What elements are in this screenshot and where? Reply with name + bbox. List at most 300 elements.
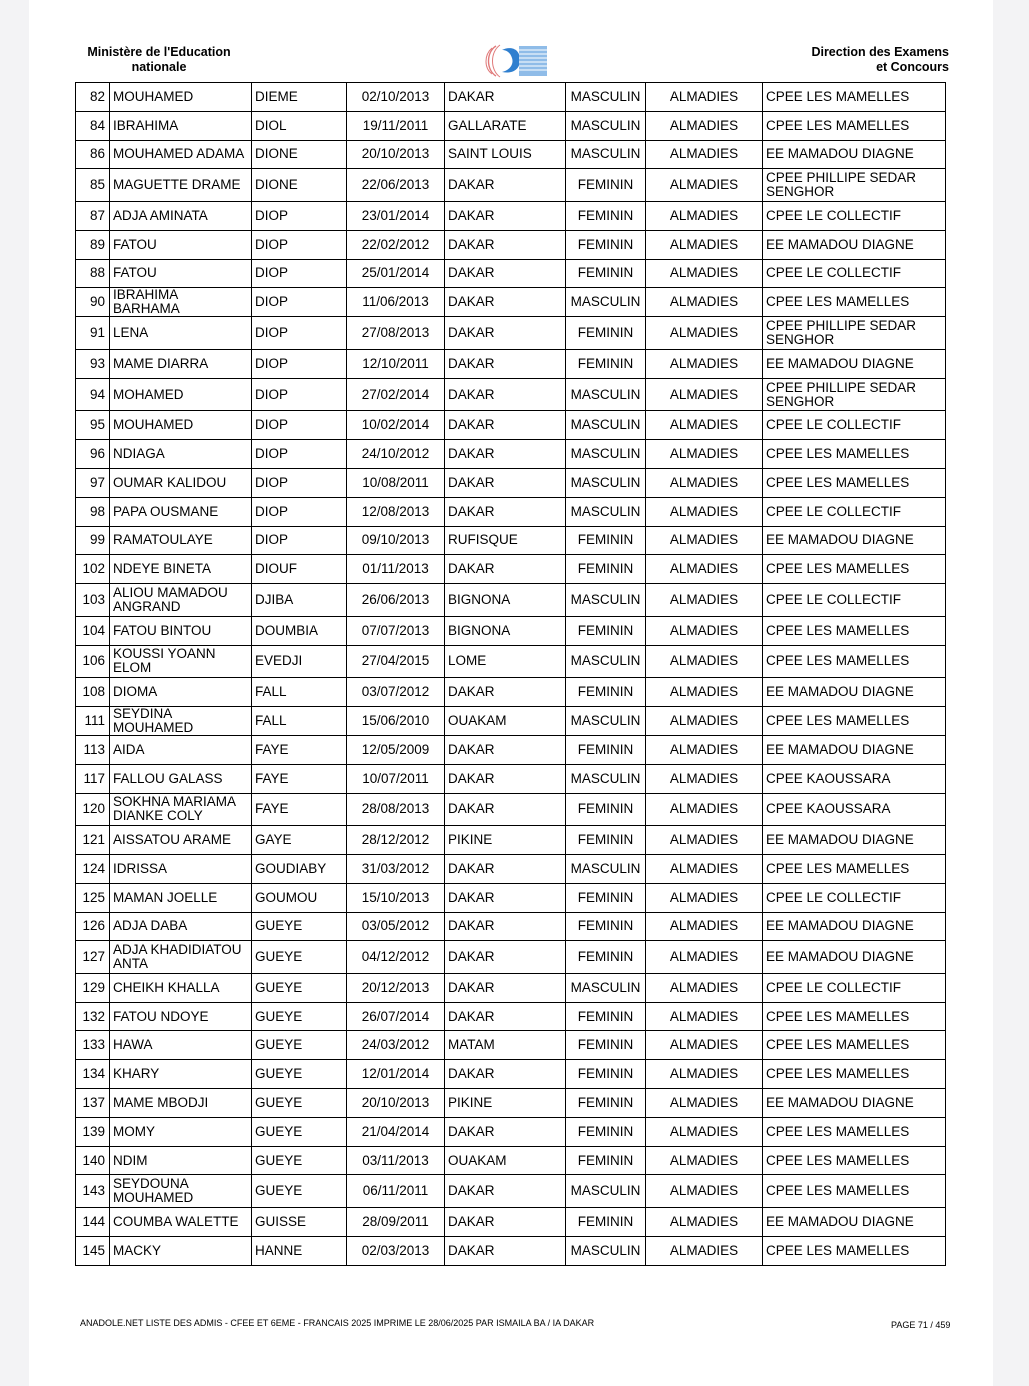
cell-birth-place: DAKAR bbox=[445, 440, 566, 469]
cell-school: EE MAMADOU DIAGNE bbox=[763, 735, 946, 764]
cell-gender: FEMININ bbox=[566, 735, 646, 764]
cell-row-number: 125 bbox=[76, 883, 110, 912]
cell-school: CPEE LES MAMELLES bbox=[763, 1146, 946, 1175]
cell-gender: MASCULIN bbox=[566, 411, 646, 440]
cell-last-name: DIOP bbox=[252, 230, 347, 259]
table-row bbox=[76, 526, 946, 555]
cell-last-name: FALL bbox=[252, 706, 347, 735]
cell-birth-place: SAINT LOUIS bbox=[445, 140, 566, 169]
cell-birth-place: DAKAR bbox=[445, 468, 566, 497]
cell-school: CPEE LES MAMELLES bbox=[763, 1175, 946, 1208]
cell-zone: ALMADIES bbox=[646, 259, 763, 288]
cell-school: EE MAMADOU DIAGNE bbox=[763, 678, 946, 707]
cell-row-number: 144 bbox=[76, 1208, 110, 1237]
cell-last-name: EVEDJI bbox=[252, 645, 347, 678]
cell-school: EE MAMADOU DIAGNE bbox=[763, 230, 946, 259]
cell-row-number: 97 bbox=[76, 468, 110, 497]
cell-school: CPEE LES MAMELLES bbox=[763, 1117, 946, 1146]
cell-birth-date: 09/10/2013 bbox=[347, 526, 445, 555]
cell-zone: ALMADIES bbox=[646, 793, 763, 826]
cell-row-number: 120 bbox=[76, 793, 110, 826]
cell-birth-date: 24/10/2012 bbox=[347, 440, 445, 469]
cell-gender: FEMININ bbox=[566, 349, 646, 378]
table-row bbox=[76, 645, 946, 678]
table-row bbox=[76, 1208, 946, 1237]
cell-row-number: 134 bbox=[76, 1060, 110, 1089]
cell-row-number: 121 bbox=[76, 826, 110, 855]
cell-school: CPEE LES MAMELLES bbox=[763, 616, 946, 645]
cell-gender: MASCULIN bbox=[566, 1175, 646, 1208]
cell-first-name: MOUHAMED ADAMA bbox=[110, 140, 252, 169]
cell-last-name: DIOP bbox=[252, 317, 347, 350]
cell-gender: FEMININ bbox=[566, 1146, 646, 1175]
cell-gender: FEMININ bbox=[566, 1208, 646, 1237]
cell-last-name: FAYE bbox=[252, 764, 347, 793]
cell-last-name: GUEYE bbox=[252, 1117, 347, 1146]
cell-first-name: FATOU bbox=[110, 230, 252, 259]
cell-row-number: 86 bbox=[76, 140, 110, 169]
cell-last-name: FAYE bbox=[252, 735, 347, 764]
cell-birth-date: 28/09/2011 bbox=[347, 1208, 445, 1237]
cell-birth-place: MATAM bbox=[445, 1031, 566, 1060]
cell-row-number: 88 bbox=[76, 259, 110, 288]
cell-zone: ALMADIES bbox=[646, 854, 763, 883]
cell-school: EE MAMADOU DIAGNE bbox=[763, 1089, 946, 1118]
cell-birth-place: DAKAR bbox=[445, 912, 566, 941]
cell-birth-date: 02/03/2013 bbox=[347, 1236, 445, 1265]
cell-first-name: SEYDINA MOUHAMED bbox=[110, 706, 252, 735]
cell-first-name: KOUSSI YOANN ELOM bbox=[110, 645, 252, 678]
cell-zone: ALMADIES bbox=[646, 111, 763, 140]
cell-last-name: GUEYE bbox=[252, 1089, 347, 1118]
cell-row-number: 104 bbox=[76, 616, 110, 645]
cell-birth-place: LOME bbox=[445, 645, 566, 678]
table-row bbox=[76, 1236, 946, 1265]
cell-school: CPEE LE COLLECTIF bbox=[763, 973, 946, 1002]
cell-last-name: DIOP bbox=[252, 440, 347, 469]
cell-row-number: 98 bbox=[76, 497, 110, 526]
cell-first-name: MOMY bbox=[110, 1117, 252, 1146]
cell-last-name: DIOP bbox=[252, 411, 347, 440]
cell-school: CPEE LES MAMELLES bbox=[763, 706, 946, 735]
cell-zone: ALMADIES bbox=[646, 941, 763, 974]
cell-birth-date: 11/06/2013 bbox=[347, 288, 445, 317]
cell-first-name: ALIOU MAMADOU ANGRAND bbox=[110, 584, 252, 617]
cell-gender: MASCULIN bbox=[566, 288, 646, 317]
cell-gender: FEMININ bbox=[566, 526, 646, 555]
cell-last-name: FAYE bbox=[252, 793, 347, 826]
cell-first-name: IBRAHIMA BARHAMA bbox=[110, 288, 252, 317]
cell-zone: ALMADIES bbox=[646, 497, 763, 526]
cell-zone: ALMADIES bbox=[646, 83, 763, 112]
cell-gender: FEMININ bbox=[566, 555, 646, 584]
cell-birth-place: PIKINE bbox=[445, 1089, 566, 1118]
cell-last-name: DIOP bbox=[252, 468, 347, 497]
cell-school: CPEE LES MAMELLES bbox=[763, 468, 946, 497]
cell-birth-place: DAKAR bbox=[445, 411, 566, 440]
cell-last-name: GUEYE bbox=[252, 1031, 347, 1060]
cell-birth-place: OUAKAM bbox=[445, 1146, 566, 1175]
cell-gender: FEMININ bbox=[566, 793, 646, 826]
cell-gender: MASCULIN bbox=[566, 764, 646, 793]
cell-gender: FEMININ bbox=[566, 826, 646, 855]
cell-first-name: LENA bbox=[110, 317, 252, 350]
cell-zone: ALMADIES bbox=[646, 1002, 763, 1031]
cell-row-number: 93 bbox=[76, 349, 110, 378]
cell-first-name: MAME DIARRA bbox=[110, 349, 252, 378]
cell-first-name: AISSATOU ARAME bbox=[110, 826, 252, 855]
cell-birth-date: 03/07/2012 bbox=[347, 678, 445, 707]
cell-last-name: GUEYE bbox=[252, 1146, 347, 1175]
cell-first-name: NDIM bbox=[110, 1146, 252, 1175]
cell-last-name: GUEYE bbox=[252, 1175, 347, 1208]
table-row bbox=[76, 706, 946, 735]
cell-birth-place: DAKAR bbox=[445, 83, 566, 112]
table-row bbox=[76, 616, 946, 645]
cell-zone: ALMADIES bbox=[646, 349, 763, 378]
direction-line-2: et Concours bbox=[876, 60, 949, 74]
cell-first-name: AIDA bbox=[110, 735, 252, 764]
cell-birth-date: 31/03/2012 bbox=[347, 854, 445, 883]
cell-birth-date: 21/04/2014 bbox=[347, 1117, 445, 1146]
cell-birth-date: 24/03/2012 bbox=[347, 1031, 445, 1060]
cell-birth-date: 10/07/2011 bbox=[347, 764, 445, 793]
cell-last-name: DIOP bbox=[252, 288, 347, 317]
cell-birth-date: 01/11/2013 bbox=[347, 555, 445, 584]
table-row bbox=[76, 140, 946, 169]
cell-zone: ALMADIES bbox=[646, 140, 763, 169]
table-row bbox=[76, 349, 946, 378]
cell-zone: ALMADIES bbox=[646, 645, 763, 678]
cell-gender: MASCULIN bbox=[566, 83, 646, 112]
cell-gender: MASCULIN bbox=[566, 973, 646, 1002]
cell-gender: FEMININ bbox=[566, 941, 646, 974]
cell-zone: ALMADIES bbox=[646, 735, 763, 764]
cell-gender: FEMININ bbox=[566, 230, 646, 259]
cell-birth-place: DAKAR bbox=[445, 1236, 566, 1265]
cell-zone: ALMADIES bbox=[646, 1089, 763, 1118]
cell-row-number: 145 bbox=[76, 1236, 110, 1265]
cell-gender: FEMININ bbox=[566, 317, 646, 350]
cell-gender: FEMININ bbox=[566, 1117, 646, 1146]
table-row bbox=[76, 1175, 946, 1208]
cell-last-name: FALL bbox=[252, 678, 347, 707]
cell-first-name: MACKY bbox=[110, 1236, 252, 1265]
table-row bbox=[76, 169, 946, 202]
cell-school: CPEE LES MAMELLES bbox=[763, 555, 946, 584]
cell-birth-date: 12/10/2011 bbox=[347, 349, 445, 378]
cell-birth-place: DAKAR bbox=[445, 793, 566, 826]
cell-row-number: 94 bbox=[76, 378, 110, 411]
table-row bbox=[76, 973, 946, 1002]
cell-first-name: MOHAMED bbox=[110, 378, 252, 411]
cell-zone: ALMADIES bbox=[646, 912, 763, 941]
cell-zone: ALMADIES bbox=[646, 1031, 763, 1060]
cell-gender: MASCULIN bbox=[566, 584, 646, 617]
direction-header bbox=[769, 45, 949, 75]
cell-zone: ALMADIES bbox=[646, 1060, 763, 1089]
cell-birth-date: 19/11/2011 bbox=[347, 111, 445, 140]
cell-row-number: 137 bbox=[76, 1089, 110, 1118]
cell-last-name: DIOUF bbox=[252, 555, 347, 584]
cell-school: CPEE LES MAMELLES bbox=[763, 854, 946, 883]
cell-gender: MASCULIN bbox=[566, 468, 646, 497]
cell-birth-place: DAKAR bbox=[445, 169, 566, 202]
cell-birth-place: DAKAR bbox=[445, 497, 566, 526]
table-row bbox=[76, 1031, 946, 1060]
cell-school: CPEE LE COLLECTIF bbox=[763, 883, 946, 912]
cell-first-name: COUMBA WALETTE bbox=[110, 1208, 252, 1237]
cell-first-name: SEYDOUNA MOUHAMED bbox=[110, 1175, 252, 1208]
cell-birth-place: RUFISQUE bbox=[445, 526, 566, 555]
cell-first-name: NDEYE BINETA bbox=[110, 555, 252, 584]
cell-first-name: FATOU BINTOU bbox=[110, 616, 252, 645]
cell-birth-date: 12/08/2013 bbox=[347, 497, 445, 526]
cell-birth-place: DAKAR bbox=[445, 1060, 566, 1089]
cell-birth-date: 22/02/2012 bbox=[347, 230, 445, 259]
cell-row-number: 106 bbox=[76, 645, 110, 678]
cell-last-name: GUISSE bbox=[252, 1208, 347, 1237]
cell-birth-date: 10/02/2014 bbox=[347, 411, 445, 440]
cell-zone: ALMADIES bbox=[646, 883, 763, 912]
cell-last-name: DIOP bbox=[252, 497, 347, 526]
cell-birth-place: DAKAR bbox=[445, 378, 566, 411]
cell-first-name: IDRISSA bbox=[110, 854, 252, 883]
cell-first-name: CHEIKH KHALLA bbox=[110, 973, 252, 1002]
cell-first-name: RAMATOULAYE bbox=[110, 526, 252, 555]
cell-gender: MASCULIN bbox=[566, 1236, 646, 1265]
cell-row-number: 127 bbox=[76, 941, 110, 974]
cell-birth-place: DAKAR bbox=[445, 973, 566, 1002]
cell-birth-date: 27/08/2013 bbox=[347, 317, 445, 350]
cell-zone: ALMADIES bbox=[646, 411, 763, 440]
cell-last-name: GUEYE bbox=[252, 941, 347, 974]
cell-birth-place: DAKAR bbox=[445, 941, 566, 974]
cell-birth-date: 26/06/2013 bbox=[347, 584, 445, 617]
cell-zone: ALMADIES bbox=[646, 584, 763, 617]
cell-last-name: DIOP bbox=[252, 378, 347, 411]
cell-last-name: DIOP bbox=[252, 201, 347, 230]
cell-first-name: ADJA DABA bbox=[110, 912, 252, 941]
table-row bbox=[76, 1146, 946, 1175]
cell-birth-date: 23/01/2014 bbox=[347, 201, 445, 230]
cell-birth-place: DAKAR bbox=[445, 230, 566, 259]
cell-birth-date: 12/01/2014 bbox=[347, 1060, 445, 1089]
cell-row-number: 132 bbox=[76, 1002, 110, 1031]
cell-row-number: 143 bbox=[76, 1175, 110, 1208]
cell-zone: ALMADIES bbox=[646, 288, 763, 317]
cell-gender: MASCULIN bbox=[566, 378, 646, 411]
cell-birth-place: PIKINE bbox=[445, 826, 566, 855]
cell-gender: FEMININ bbox=[566, 678, 646, 707]
cell-zone: ALMADIES bbox=[646, 1117, 763, 1146]
table-row bbox=[76, 1117, 946, 1146]
cell-row-number: 82 bbox=[76, 83, 110, 112]
table-row bbox=[76, 468, 946, 497]
cell-first-name: OUMAR KALIDOU bbox=[110, 468, 252, 497]
cell-gender: FEMININ bbox=[566, 201, 646, 230]
cell-birth-place: DAKAR bbox=[445, 555, 566, 584]
cell-zone: ALMADIES bbox=[646, 826, 763, 855]
cell-gender: FEMININ bbox=[566, 1060, 646, 1089]
table-row bbox=[76, 941, 946, 974]
cell-first-name: ADJA AMINATA bbox=[110, 201, 252, 230]
cell-school: CPEE LES MAMELLES bbox=[763, 440, 946, 469]
cell-row-number: 99 bbox=[76, 526, 110, 555]
cell-birth-place: DAKAR bbox=[445, 854, 566, 883]
cell-gender: MASCULIN bbox=[566, 140, 646, 169]
cell-row-number: 113 bbox=[76, 735, 110, 764]
cell-zone: ALMADIES bbox=[646, 230, 763, 259]
cell-row-number: 139 bbox=[76, 1117, 110, 1146]
cell-first-name: IBRAHIMA bbox=[110, 111, 252, 140]
cell-gender: FEMININ bbox=[566, 169, 646, 202]
cell-zone: ALMADIES bbox=[646, 1175, 763, 1208]
cell-birth-place: DAKAR bbox=[445, 1208, 566, 1237]
cell-birth-date: 15/10/2013 bbox=[347, 883, 445, 912]
cell-birth-place: DAKAR bbox=[445, 1117, 566, 1146]
cell-zone: ALMADIES bbox=[646, 468, 763, 497]
table-row bbox=[76, 440, 946, 469]
footer-print-info: ANADOLE.NET LISTE DES ADMIS - CFEE ET 6EME - FRANCAIS 2025 IMPRIME LE 28/06/2025 PAR ISMAILA BA / IA DAKAR bbox=[80, 1318, 595, 1328]
cell-row-number: 103 bbox=[76, 584, 110, 617]
cell-birth-date: 22/06/2013 bbox=[347, 169, 445, 202]
cell-row-number: 91 bbox=[76, 317, 110, 350]
cell-school: CPEE LE COLLECTIF bbox=[763, 497, 946, 526]
cell-zone: ALMADIES bbox=[646, 973, 763, 1002]
cell-school: CPEE LES MAMELLES bbox=[763, 1236, 946, 1265]
cell-last-name: HANNE bbox=[252, 1236, 347, 1265]
table-row bbox=[76, 793, 946, 826]
cell-gender: MASCULIN bbox=[566, 497, 646, 526]
cell-zone: ALMADIES bbox=[646, 440, 763, 469]
cell-birth-date: 06/11/2011 bbox=[347, 1175, 445, 1208]
ministry-line-1: Ministère de l'Education bbox=[87, 45, 231, 59]
cell-row-number: 133 bbox=[76, 1031, 110, 1060]
cell-school: CPEE KAOUSSARA bbox=[763, 793, 946, 826]
cell-row-number: 87 bbox=[76, 201, 110, 230]
table-row bbox=[76, 1089, 946, 1118]
table-row bbox=[76, 411, 946, 440]
cell-school: CPEE LES MAMELLES bbox=[763, 1060, 946, 1089]
cell-last-name: GOUDIABY bbox=[252, 854, 347, 883]
cell-gender: MASCULIN bbox=[566, 854, 646, 883]
cell-gender: MASCULIN bbox=[566, 706, 646, 735]
cell-first-name: PAPA OUSMANE bbox=[110, 497, 252, 526]
cell-birth-date: 07/07/2013 bbox=[347, 616, 445, 645]
cell-zone: ALMADIES bbox=[646, 706, 763, 735]
cell-row-number: 85 bbox=[76, 169, 110, 202]
cell-row-number: 102 bbox=[76, 555, 110, 584]
cell-birth-date: 27/02/2014 bbox=[347, 378, 445, 411]
table-row bbox=[76, 1002, 946, 1031]
cell-school: CPEE PHILLIPE SEDAR SENGHOR bbox=[763, 169, 946, 202]
cell-school: CPEE LES MAMELLES bbox=[763, 1002, 946, 1031]
cell-last-name: DOUMBIA bbox=[252, 616, 347, 645]
page-number: PAGE 71 / 459 bbox=[891, 1320, 951, 1330]
cell-first-name: KHARY bbox=[110, 1060, 252, 1089]
cell-gender: FEMININ bbox=[566, 883, 646, 912]
cell-zone: ALMADIES bbox=[646, 555, 763, 584]
cell-last-name: GUEYE bbox=[252, 973, 347, 1002]
table-row bbox=[76, 584, 946, 617]
cell-school: CPEE LES MAMELLES bbox=[763, 1031, 946, 1060]
cell-row-number: 126 bbox=[76, 912, 110, 941]
cell-birth-place: DAKAR bbox=[445, 317, 566, 350]
cell-school: CPEE LES MAMELLES bbox=[763, 111, 946, 140]
cell-last-name: GAYE bbox=[252, 826, 347, 855]
cell-row-number: 140 bbox=[76, 1146, 110, 1175]
cell-birth-date: 03/05/2012 bbox=[347, 912, 445, 941]
cell-birth-place: DAKAR bbox=[445, 678, 566, 707]
cell-birth-place: DAKAR bbox=[445, 349, 566, 378]
cell-last-name: DJIBA bbox=[252, 584, 347, 617]
cell-birth-date: 25/01/2014 bbox=[347, 259, 445, 288]
cell-birth-date: 12/05/2009 bbox=[347, 735, 445, 764]
cell-first-name: FATOU NDOYE bbox=[110, 1002, 252, 1031]
cell-school: CPEE LE COLLECTIF bbox=[763, 411, 946, 440]
cell-school: CPEE PHILLIPE SEDAR SENGHOR bbox=[763, 317, 946, 350]
cell-birth-date: 20/10/2013 bbox=[347, 1089, 445, 1118]
cell-row-number: 89 bbox=[76, 230, 110, 259]
cell-zone: ALMADIES bbox=[646, 201, 763, 230]
cell-school: CPEE LES MAMELLES bbox=[763, 83, 946, 112]
cell-birth-date: 15/06/2010 bbox=[347, 706, 445, 735]
table-row bbox=[76, 826, 946, 855]
table-row bbox=[76, 883, 946, 912]
cell-zone: ALMADIES bbox=[646, 1208, 763, 1237]
cell-last-name: GOUMOU bbox=[252, 883, 347, 912]
cell-gender: MASCULIN bbox=[566, 440, 646, 469]
table-row bbox=[76, 288, 946, 317]
cell-row-number: 108 bbox=[76, 678, 110, 707]
cell-zone: ALMADIES bbox=[646, 616, 763, 645]
table-row bbox=[76, 497, 946, 526]
cell-school: CPEE LE COLLECTIF bbox=[763, 584, 946, 617]
cell-gender: FEMININ bbox=[566, 1031, 646, 1060]
cell-birth-date: 03/11/2013 bbox=[347, 1146, 445, 1175]
cell-school: EE MAMADOU DIAGNE bbox=[763, 349, 946, 378]
cell-school: EE MAMADOU DIAGNE bbox=[763, 140, 946, 169]
cell-birth-place: OUAKAM bbox=[445, 706, 566, 735]
cell-gender: FEMININ bbox=[566, 259, 646, 288]
table-row bbox=[76, 912, 946, 941]
cell-row-number: 117 bbox=[76, 764, 110, 793]
cell-zone: ALMADIES bbox=[646, 378, 763, 411]
cell-row-number: 90 bbox=[76, 288, 110, 317]
cell-zone: ALMADIES bbox=[646, 1146, 763, 1175]
cell-school: EE MAMADOU DIAGNE bbox=[763, 526, 946, 555]
cell-birth-date: 26/07/2014 bbox=[347, 1002, 445, 1031]
cell-first-name: MOUHAMED bbox=[110, 83, 252, 112]
cell-last-name: DIOP bbox=[252, 259, 347, 288]
cell-row-number: 84 bbox=[76, 111, 110, 140]
cell-last-name: DIOP bbox=[252, 526, 347, 555]
document-page bbox=[29, 0, 993, 1386]
cell-school: CPEE LE COLLECTIF bbox=[763, 201, 946, 230]
cell-first-name: MAGUETTE DRAME bbox=[110, 169, 252, 202]
cell-first-name: HAWA bbox=[110, 1031, 252, 1060]
cell-birth-place: DAKAR bbox=[445, 1002, 566, 1031]
table-row bbox=[76, 678, 946, 707]
cell-school: CPEE PHILLIPE SEDAR SENGHOR bbox=[763, 378, 946, 411]
table-row bbox=[76, 230, 946, 259]
cell-zone: ALMADIES bbox=[646, 169, 763, 202]
cell-birth-place: BIGNONA bbox=[445, 584, 566, 617]
cell-row-number: 111 bbox=[76, 706, 110, 735]
cell-school: EE MAMADOU DIAGNE bbox=[763, 826, 946, 855]
cell-row-number: 124 bbox=[76, 854, 110, 883]
